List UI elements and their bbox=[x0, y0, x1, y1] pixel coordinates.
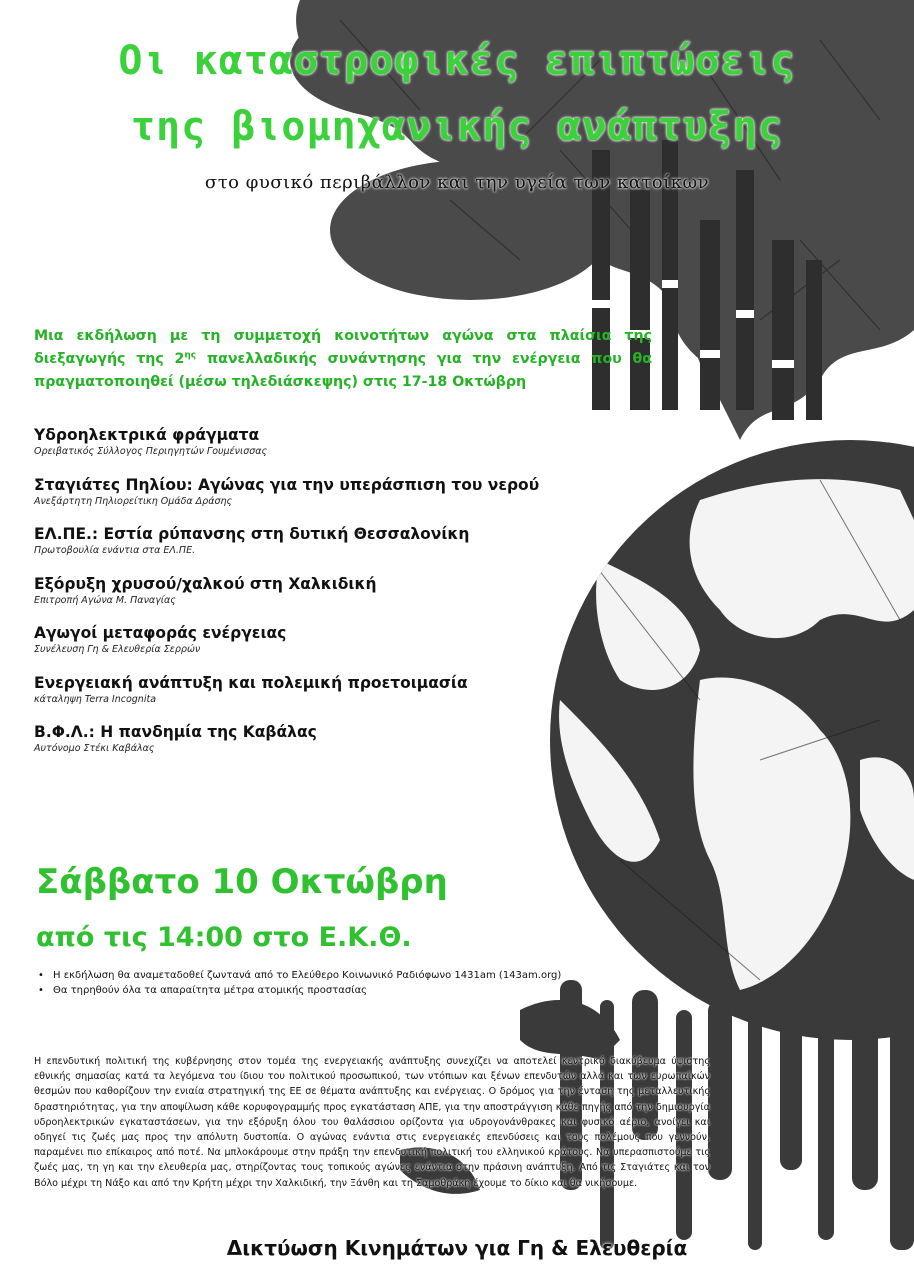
intro-text-part2: πανελλαδικής συνάντησης για την ενέργεια που θα πραγματοποιηθεί (μέσω τηλεδιάσκεψης) στις 17-18 Οκτώβρη bbox=[34, 351, 652, 390]
topic-title: Υδροηλεκτρικά φράγματα bbox=[34, 426, 260, 444]
body-paragraph: Η επενδυτική πολιτική της κυβέρνησης στον τομέα της ενεργειακής ανάπτυξης συνεχίζει να αποτελεί κεντρικό διακύβευμα ύψιστης εθνικής σημασίας κατά τα λεγόμενα του ίδιου του πολιτικού προσωπικού, των ντόπιων και ξένων επενδυτών αλλά και των ευρωπαϊκών θεσμών που καθορίζουν την ενιαία στρατηγική της ΕΕ σε θέματα ανάπτυξης και ενέργειας. Ο δρόμος για την ένταση της μεταλλευτικής δραστηριότητας, για την αποψίλωση κάθε κορυφογραμμής προς εγκατάσταση ΑΠΕ, για την αποστράγγιση κάθε πηγής από την δημιουργία υδροηλεκτρικών εγκαταστάσεων, για την εξόρυξη όλου του θαλάσσιου ορίζοντα για υδρογονάνθρακες και φυσικό αέριο, ανοίγει και οδηγεί τις ζωές μας προς την απόλυτη δυστοπία. Ο αγώνας ενάντια στις ενεργειακές επενδύσεις και τους πολέμους που γεννούν, παραμένει πιο επίκαιρος από ποτέ. Να μπλοκάρουμε στην πράξη την επενδυτική πολιτική του ελληνικού κράτους. Να υπερασπιστούμε τις ζωές μας, τη γη και την ελευθερία μας, στηρίζοντας τους τοπικούς αγώνες ενάντια στην πράσινη ανάπτυξη. Από τις Σταγιάτες και τον Βόλο μέχρι τη Νάξο και από την Κρήτη μέχρι την Χαλκιδική, την Ξάνθη και τη Σαμοθράκη έχουμε το δίκιο και θα νικήσουμε. bbox=[34, 1056, 710, 1189]
title-line-2: της βιομηχανικής ανάπτυξης bbox=[130, 104, 784, 150]
note-item bbox=[38, 968, 678, 983]
note-text: Θα τηρηθούν όλα τα απαραίτητα μέτρα ατομικής προστασίας bbox=[53, 985, 368, 996]
note-item bbox=[38, 983, 678, 998]
event-time-place: από τις 14:00 στο Ε.Κ.Θ. bbox=[36, 922, 412, 953]
topic-organizer: Επιτροπή Αγώνα Μ. Παναγίας bbox=[34, 594, 176, 606]
topic-organizer: Συνέλευση Γη & Ελευθερία Σερρών bbox=[34, 644, 201, 655]
topic-title: Ενεργειακή ανάπτυξη και πολεμική προετοιμασία bbox=[34, 673, 468, 692]
topic-organizer: Ανεξάρτητη Πηλιορείτικη Ομάδα Δράσης bbox=[34, 495, 233, 507]
note-text: Η εκδήλωση θα αναμεταδοθεί ζωντανά από το Ελεύθερο Κοινωνικό Ραδιόφωνο 1431am (143am.org) bbox=[53, 970, 562, 981]
topic-item bbox=[34, 524, 594, 574]
event-notes bbox=[38, 968, 678, 998]
topic-title: Αγωγοί μεταφοράς ενέργειας bbox=[34, 624, 287, 642]
topic-item bbox=[34, 475, 594, 525]
subtitle: στο φυσικό περιβάλλον και την υγεία των κατοίκων bbox=[204, 172, 710, 193]
bullet-icon: • bbox=[38, 970, 44, 981]
topic-item bbox=[34, 574, 594, 624]
bullet-icon: • bbox=[38, 985, 44, 996]
topic-organizer: Αυτόνομο Στέκι Καβάλας bbox=[34, 743, 155, 754]
topic-title: Σταγιάτες Πηλίου: Αγώνας για την υπεράσπιση του νερού bbox=[34, 475, 540, 494]
topic-organizer: Πρωτοβουλία ενάντια στα ΕΛ.ΠΕ. bbox=[34, 545, 196, 556]
intro-paragraph bbox=[34, 325, 652, 394]
topic-item bbox=[34, 722, 594, 772]
topic-organizer: Ορειβατικός Σύλλογος Περιηγητών Γουμένισσας bbox=[34, 446, 268, 457]
topic-organizer: κάταληψη Terra Incognita bbox=[34, 693, 157, 705]
intro-superscript: ης bbox=[184, 350, 197, 361]
topic-item bbox=[34, 425, 594, 475]
topic-title: Β.Φ.Λ.: Η πανδημία της Καβάλας bbox=[34, 723, 317, 741]
globe bbox=[550, 440, 914, 1040]
organizer-footer: Δικτύωση Κινημάτων για Γη & Ελευθερία bbox=[226, 1236, 688, 1260]
topic-title: Εξόρυξη χρυσού/χαλκού στη Χαλκιδική bbox=[34, 574, 377, 593]
intro-text-part1: Μια εκδήλωση με τη συμμετοχή κοινοτήτων αγώνα στα πλαίσια της διεξαγωγής της 2 bbox=[34, 328, 652, 367]
title-line-1: Οι καταστροφικές επιπτώσεις bbox=[118, 38, 796, 84]
topic-title: ΕΛ.ΠΕ.: Εστία ρύπανσης στη δυτική Θεσσαλονίκη bbox=[34, 525, 470, 543]
topic-item bbox=[34, 623, 594, 673]
event-date: Σάββατο 10 Οκτώβρη bbox=[36, 862, 448, 902]
topic-item bbox=[34, 673, 594, 723]
topics-list bbox=[34, 425, 594, 772]
